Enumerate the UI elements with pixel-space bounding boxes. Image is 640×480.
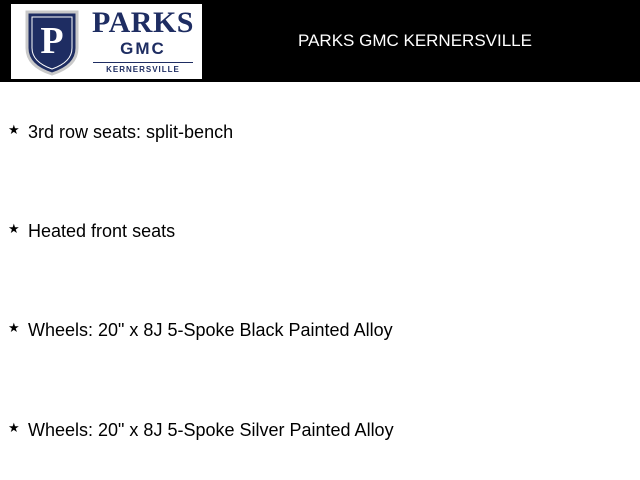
feature-label: 3rd row seats: split-bench <box>28 122 234 142</box>
star-icon: ★ <box>8 320 20 335</box>
logo-brand-gmc: GMC <box>120 39 166 58</box>
logo-city: KERNERSVILLE <box>106 65 180 74</box>
logo-divider <box>93 62 193 63</box>
list-item <box>8 220 175 242</box>
shield-letter: P <box>40 20 64 62</box>
list-item <box>8 319 393 341</box>
feature-label: Heated front seats <box>28 221 176 241</box>
feature-label: Wheels: 20" x 8J 5-Spoke Silver Painted Alloy <box>28 420 394 440</box>
list-item <box>8 419 394 441</box>
list-item <box>8 121 233 143</box>
dealer-title: PARKS GMC KERNERSVILLE <box>298 31 532 50</box>
star-icon: ★ <box>8 221 20 236</box>
header-bar <box>0 0 640 82</box>
logo-brand-parks: PARKS <box>92 6 194 39</box>
star-icon: ★ <box>8 420 20 435</box>
feature-label: Wheels: 20" x 8J 5-Spoke Black Painted Alloy <box>28 320 393 340</box>
star-icon: ★ <box>8 122 20 137</box>
shield-icon <box>23 8 81 76</box>
dealer-logo[interactable] <box>11 4 202 79</box>
